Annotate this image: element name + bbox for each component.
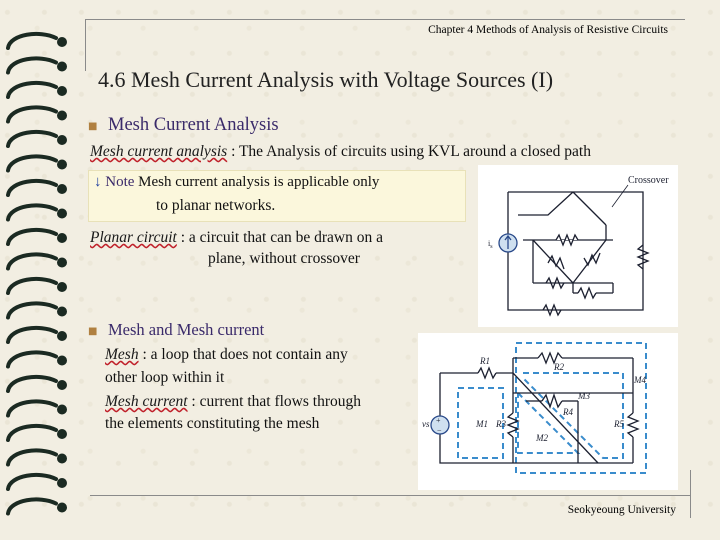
label-m1: M1	[476, 419, 488, 429]
binding-hole	[57, 405, 67, 415]
binding-hole	[57, 62, 67, 72]
note-line-1	[94, 174, 379, 191]
bullet-icon: ■	[88, 121, 98, 132]
section-heading-mesh: Mesh and Mesh current	[108, 320, 265, 339]
footer-rule	[90, 495, 690, 496]
mesh-current-line-2: the elements constituting the mesh	[105, 415, 320, 432]
note-line-2: to planar networks.	[156, 197, 276, 214]
chapter-header: Chapter 4 Methods of Analysis of Resistive Circuits	[428, 24, 668, 36]
binding-ring	[8, 450, 56, 464]
binding-ring	[8, 352, 56, 366]
binding-hole	[57, 380, 67, 390]
mesh-line-1	[105, 346, 348, 364]
header-rule	[85, 19, 685, 20]
binding-hole	[57, 429, 67, 439]
footer-rule-vertical	[690, 470, 691, 518]
note-text: Mesh current analysis is applicable only	[134, 174, 380, 190]
binding-hole	[57, 258, 67, 268]
binding-ring	[8, 426, 56, 440]
arrow-icon: ↓	[94, 174, 102, 190]
planar-line-1	[90, 229, 383, 247]
term-mesh-current: Mesh current	[105, 393, 188, 410]
mesh-current-line-1	[105, 393, 361, 411]
binding-ring	[8, 401, 56, 415]
binding-hole	[57, 233, 67, 243]
mesh-m4-outline	[516, 343, 646, 473]
binding-hole	[57, 184, 67, 194]
planar-definition: : a circuit that can be drawn on a	[176, 229, 383, 246]
binding-ring	[8, 279, 56, 293]
binding-ring	[8, 475, 56, 489]
mesh-m3-outline	[523, 373, 623, 458]
binding-ring	[8, 156, 56, 170]
term-planar-circuit: Planar circuit	[90, 229, 177, 246]
binding-ring	[8, 499, 56, 513]
svg-text:−: −	[437, 426, 442, 435]
label-r4: R4	[563, 407, 573, 417]
mesh-line-2: other loop within it	[105, 369, 225, 386]
binding-hole	[57, 282, 67, 292]
binding-hole	[57, 307, 67, 317]
binding-hole	[57, 160, 67, 170]
binding-hole	[57, 331, 67, 341]
term-mesh-current-analysis: Mesh current analysis	[90, 143, 228, 160]
binding-hole	[57, 356, 67, 366]
label-r1: R1	[480, 356, 490, 366]
term-mesh: Mesh	[105, 346, 139, 363]
binding-ring	[8, 254, 56, 268]
note-label: Note	[105, 174, 135, 190]
binding-hole	[57, 209, 67, 219]
binding-hole	[57, 86, 67, 96]
mesh-current-definition: : current that flows through	[187, 393, 361, 410]
source-label: $i_s$	[488, 239, 493, 250]
binding-ring	[8, 303, 56, 317]
header-rule-vertical	[85, 19, 86, 71]
binding-hole	[57, 111, 67, 121]
binding-hole	[57, 135, 67, 145]
definition-line	[90, 143, 591, 161]
binding-ring	[8, 58, 56, 72]
label-m4: M4	[634, 375, 646, 385]
label-r2: R2	[554, 362, 564, 372]
label-vs: vs	[422, 419, 430, 429]
crossover-label: Crossover	[628, 175, 669, 186]
binding-ring	[8, 377, 56, 391]
binding-ring	[8, 132, 56, 146]
bullet-icon: ■	[88, 326, 98, 337]
binding-ring	[8, 328, 56, 342]
binding-hole	[57, 37, 67, 47]
label-r3: R3	[496, 419, 506, 429]
binding-hole	[57, 478, 67, 488]
binding-ring	[8, 83, 56, 97]
label-m3: M3	[578, 391, 590, 401]
label-r5a: R5	[614, 419, 624, 429]
binding-ring	[8, 34, 56, 48]
svg-text:+: +	[436, 416, 441, 425]
binding-ring	[8, 181, 56, 195]
definition-text: : The Analysis of circuits using KVL around a closed path	[227, 143, 591, 160]
planar-line-2: plane, without crossover	[208, 250, 360, 267]
binding-hole	[57, 454, 67, 464]
spiral-binding	[0, 0, 84, 540]
binding-hole	[57, 503, 67, 513]
binding-ring	[8, 230, 56, 244]
slide-title: 4.6 Mesh Current Analysis with Voltage Sources (I)	[98, 67, 554, 92]
mesh-circuit-figure	[418, 333, 678, 490]
footer-university: Seokyeoung University	[567, 504, 676, 516]
mesh-definition: : a loop that does not contain any	[138, 346, 348, 363]
binding-ring	[8, 205, 56, 219]
binding-ring	[8, 107, 56, 121]
nonplanar-circuit-figure	[478, 165, 678, 327]
label-m2: M2	[536, 433, 548, 443]
section-heading-mesh-analysis: Mesh Current Analysis	[108, 115, 279, 135]
